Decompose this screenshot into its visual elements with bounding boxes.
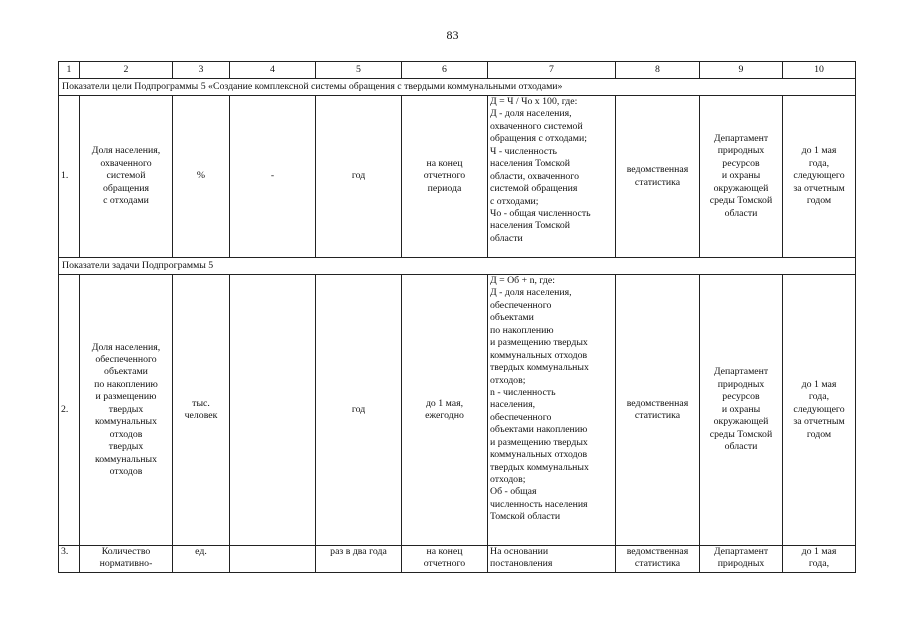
column-4-value: - (230, 96, 316, 258)
row-number: 3. (59, 546, 80, 573)
data-source: ведомственная статистика (616, 96, 700, 258)
calculation-method: Д = Ч / Чо x 100, где: Д - доля населения, охваченного системой обращения с отходами; Ч - численность населения Томской области, охваченного системой обращения с отходами; Чо - общая численность населения Томской области (488, 96, 616, 258)
indicator-name: Количество нормативно- (80, 546, 173, 573)
unit: тыс. человек (173, 275, 230, 546)
column-number: 10 (783, 62, 856, 79)
data-source: ведомственная статистика (616, 546, 700, 573)
deadline: до 1 мая года, (783, 546, 856, 573)
column-number: 6 (402, 62, 488, 79)
column-number: 9 (700, 62, 783, 79)
deadline: до 1 мая года, следующего за отчетным годом (783, 275, 856, 546)
periodicity: год (316, 96, 402, 258)
responsible-body: Департамент природных ресурсов и охраны окружающей среды Томской области (700, 96, 783, 258)
column-number: 1 (59, 62, 80, 79)
calculation-method: На основании постановления (488, 546, 616, 573)
table-row (59, 275, 856, 546)
time-frame: на конец отчетного (402, 546, 488, 573)
column-4-value (230, 546, 316, 573)
section-row-task (59, 258, 856, 275)
column-number-row (59, 62, 856, 79)
section-title-task: Показатели задачи Подпрограммы 5 (59, 258, 856, 275)
page-number: 83 (446, 28, 459, 42)
column-number: 4 (230, 62, 316, 79)
row-number: 1. (59, 96, 80, 258)
row-number: 2. (59, 275, 80, 546)
column-number: 3 (173, 62, 230, 79)
periodicity: раз в два года (316, 546, 402, 573)
indicator-name: Доля населения, охваченного системой обращения с отходами (80, 96, 173, 258)
column-number: 8 (616, 62, 700, 79)
table-row (59, 546, 856, 573)
table-row (59, 96, 856, 258)
unit: ед. (173, 546, 230, 573)
column-number: 5 (316, 62, 402, 79)
calculation-method: Д = Об + n, где: Д - доля населения, обеспеченного объектами по накоплению и размещению твердых коммунальных отходов твердых коммунальных отходов; n - численность населения, обеспеченного объектами накоплению и размещению твердых коммунальных отходов твердых коммунальных отходов; Об - общая численность населения Томской области (488, 275, 616, 546)
column-4-value (230, 275, 316, 546)
time-frame: до 1 мая, ежегодно (402, 275, 488, 546)
periodicity: год (316, 275, 402, 546)
column-number: 7 (488, 62, 616, 79)
indicator-name: Доля населения, обеспеченного объектами по накоплению и размещению твердых коммунальных отходов твердых коммунальных отходов (80, 275, 173, 546)
section-title-goal: Показатели цели Подпрограммы 5 «Создание комплексной системы обращения с твердыми коммунальными отходами» (59, 79, 856, 96)
time-frame: на конец отчетного периода (402, 96, 488, 258)
column-number: 2 (80, 62, 173, 79)
section-row-goal (59, 79, 856, 96)
unit: % (173, 96, 230, 258)
responsible-body: Департамент природных ресурсов и охраны окружающей среды Томской области (700, 275, 783, 546)
responsible-body: Департамент природных (700, 546, 783, 573)
indicators-table (58, 61, 856, 573)
deadline: до 1 мая года, следующего за отчетным годом (783, 96, 856, 258)
data-source: ведомственная статистика (616, 275, 700, 546)
